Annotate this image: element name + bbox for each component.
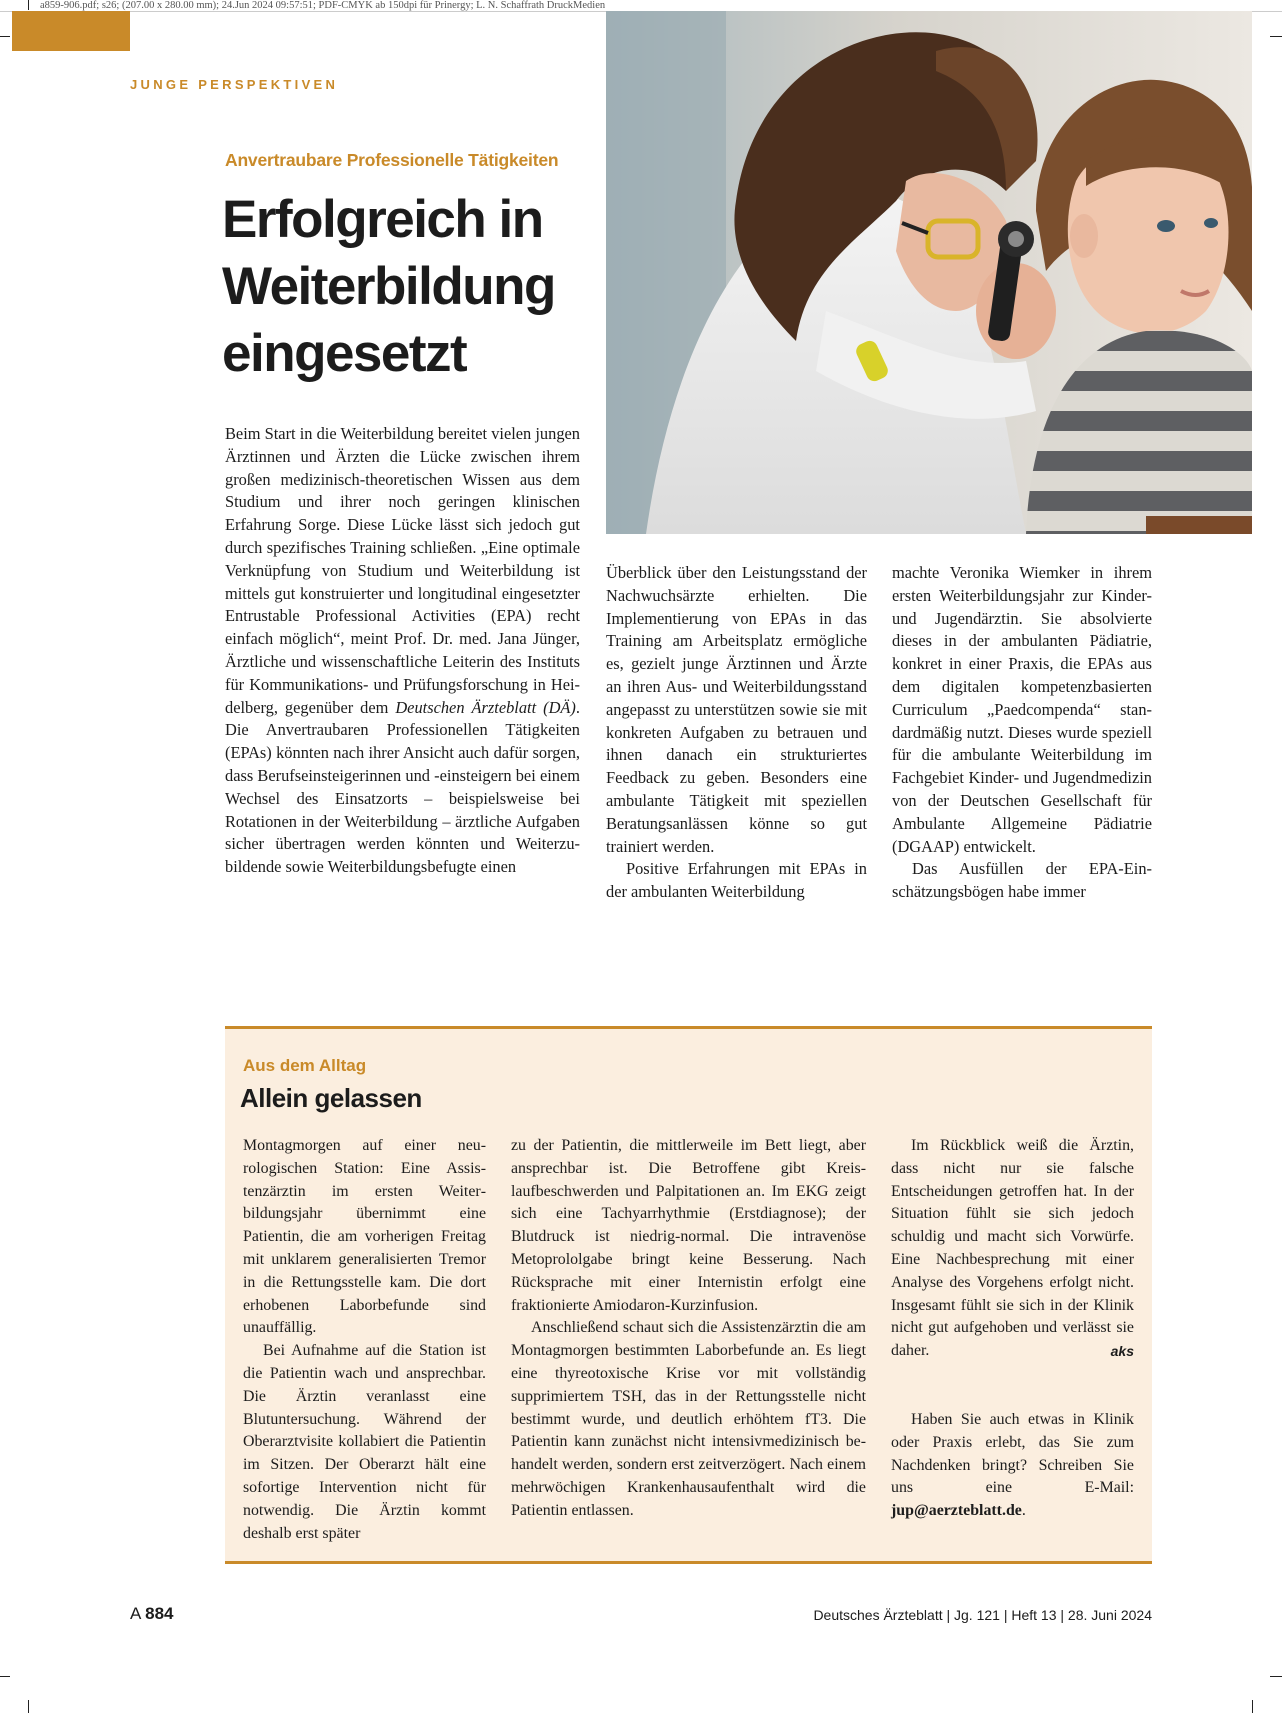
article-paragraph: Positive Erfahrungen mit EPAs in der ambulanten Weiterbildung bbox=[606, 859, 867, 902]
article-text: . Die Anvertraubaren Professionellen Tätigkeiten (EPAs) könnten nach ihrer Ansicht auch dafür sorgen, dass Berufseinsteigerinnen und -einsteigern bei einem Wechsel des Einsatzorts – beispielsweise bei Rotationen in der Weiterbildung – ärztliche Aufgaben sicher übertragen werden könnten und Weiterzubildende sowie Weiterbildungsbefugte einen bbox=[225, 697, 580, 877]
box-column-2 bbox=[511, 1135, 866, 1523]
box-paragraph: zu der Patientin, die mittlerweile im Bett liegt, aber ansprechbar ist. Die Betroffene gibt Kreislaufbeschwerden und Palpitationen an. Im EKG zeigt sich eine Tachyarrhythmie (Erstdiagnose); der Blutdruck ist niedrig-normal. Die intravenöse Metoprololgabe bringt keine Besserung. Nach Rücksprache mit einer Internistin erfolgt eine fraktionierte Amiodaron-Kurzinfusion. bbox=[511, 1137, 866, 1314]
crop-mark bbox=[0, 36, 10, 37]
box-paragraph: Montagmorgen auf einer neurologischen Station: Eine Assistenzärztin im ersten Weiterbildungsjahr übernimmt eine Patientin, die am vorherigen Freitag mit unklarem generalisierten Tremor in die Rettungsstelle kam. Die dort erhobenen Laborbefunde sind unauffällig. bbox=[243, 1137, 486, 1337]
section-label: JUNGE PERSPEKTIVEN bbox=[130, 77, 339, 92]
article-column-3 bbox=[892, 562, 1152, 904]
box-kicker: Aus dem Alltag bbox=[243, 1056, 367, 1075]
headline-line: Erfolgreich in bbox=[222, 190, 543, 249]
print-slug: a859-906.pdf; s26; (207.00 x 280.00 mm); 24.Jun 2024 09:57:51; PDF-CMYK ab 150dpi für Prinergy; L. N. Schaffrath DruckMedien bbox=[40, 0, 606, 11]
box-column-3 bbox=[891, 1135, 1134, 1523]
crop-mark bbox=[0, 1676, 10, 1677]
article-headline bbox=[222, 186, 602, 387]
journal-line: Deutsches Ärzteblatt | Jg. 121 | Heft 13 | 28. Juni 2024 bbox=[813, 1607, 1152, 1623]
box-paragraph bbox=[891, 1135, 1134, 1363]
article-column-2 bbox=[606, 562, 867, 904]
headline-line: eingesetzt bbox=[222, 324, 467, 383]
crop-mark bbox=[28, 1700, 29, 1713]
headline-line: Weiterbildung bbox=[222, 257, 555, 316]
call-to-action bbox=[891, 1409, 1134, 1523]
page-number: 884 bbox=[145, 1604, 174, 1623]
article-paragraph: Überblick über den Leistungsstand der Nachwuchsärzte erhielten. Die Implementierung von EPAs in das Training am Arbeitsplatz ermögliche es, gezielt junge Ärztinnen und Ärzte an ihren Aus- und Weiterbildungsstand angepasst zu unterstützen sowie sie mit konkreten Aufgaben zu betrauen und ihnen danach ein strukturiertes Feedback zu geben. Besonders eine ambulante Tätigkeit mit speziellen Beratungsanlässen könne so gut trainiert werden. bbox=[606, 563, 867, 856]
article-paragraph bbox=[225, 423, 580, 879]
email-link[interactable]: jup@aerzteblatt.de bbox=[891, 1502, 1022, 1520]
box-paragraph: Bei Aufnahme auf die Station ist die Patientin wach und ansprechbar. Die Ärztin veranlasst eine Blutuntersuchung. Während der Oberarztvisite kollabiert die Patientin im Sitzen. Der Oberarzt hält eine sofortige Intervention nicht für notwendig. Die Ärztin kommt deshalb erst später bbox=[243, 1342, 486, 1542]
section-color-bar bbox=[12, 11, 130, 51]
doctor-otoscope-child-photo bbox=[606, 11, 1252, 534]
crop-mark bbox=[1270, 36, 1282, 37]
crop-mark bbox=[1270, 1676, 1282, 1677]
box-text: Im Rückblick weiß die Ärztin, dass nicht nur sie falsche Entscheidungen getroffen hat. In der Situation fühlt sie sich jedoch schuldig und macht sich Vorwürfe. Eine Nachbesprechung mit einer Analyse des Vorgehens erfolgt nicht. Insgesamt fühlt sie sich in der Klinik nicht gut aufgehoben und verlässt sie daher. bbox=[891, 1137, 1134, 1360]
author-signature: aks bbox=[1110, 1343, 1134, 1360]
publication-name: Deutschen Ärzteblatt (DÄ) bbox=[395, 697, 576, 717]
cta-text: Haben Sie auch etwas in Klinik oder Praxis erlebt, das Sie zum Nachdenken bringt? Schreiben Sie uns eine E-Mail: bbox=[891, 1410, 1134, 1497]
cta-end: . bbox=[1021, 1502, 1026, 1520]
crop-mark bbox=[28, 0, 29, 10]
box-paragraph: Anschließend schaut sich die Assistenzärztin die am Montagmorgen bestimmten Laborbefunde an. Es liegt eine thyreotoxische Krise vor mit vollständig supprimiertem TSH, das in der Rettungsstelle nicht bestimmt wurde, und deutlich erhöhtem fT3. Die Patientin kann zunächst nicht intensivmedizinisch behandelt werden, sondern erst zeitverzögert. Nach einem mehrwöchigen Krankenhausaufenthalt wird die Patientin entlassen. bbox=[511, 1319, 866, 1519]
article-paragraph: machte Veronika Wiemker in ihrem ersten Weiterbildungsjahr zur Kinder- und Jugendärztin. Sie absolvierte dieses in der ambulanten Pädiatrie, konkret in einer Praxis, die EPAs aus dem digitalen kompetenzbasierten Curriculum „Paedcompenda“ standardmäßig nutzt. Dieses wurde speziell für die ambulante Weiterbildung im Fachgebiet Kinder- und Jugendmedizin von der Deutschen Gesellschaft für Ambulante Allgemeine Pädiatrie (DGAAP) entwickelt. bbox=[892, 563, 1152, 856]
article-topic: Anvertraubare Professionelle Tätigkeiten bbox=[225, 150, 559, 170]
crop-mark bbox=[1252, 1700, 1253, 1713]
box-title: Allein gelassen bbox=[240, 1083, 422, 1113]
article-paragraph: Das Ausfüllen der EPA-Einschätzungsbögen habe immer bbox=[892, 859, 1152, 902]
page-folio bbox=[130, 1604, 174, 1624]
article-column-1 bbox=[225, 423, 580, 879]
article-text: Beim Start in die Weiterbildung bereitet vielen jungen Ärztinnen und Ärzten die Lücke zwischen ihrem großen medizinisch-theoretischen Wissen aus dem Studium und ihrer noch geringen klinischen Erfahrung Sorge. Diese Lücke lässt sich jedoch gut durch spezifisches Training schließen. „Eine optimale Verknüpfung von Studium und Weiterbildung ist mittels gut konstruierter und longitudinal eingesetzter Entrustable Professional Activities (EPA) recht einfach möglich“, meint Prof. Dr. med. Jana Jünger, Ärztliche und wissenschaftliche Leiterin des Instituts für Kommunikations- und Prüfungsforschung in Heidelberg, gegenüber dem bbox=[225, 424, 580, 717]
page-prefix: A bbox=[130, 1604, 141, 1623]
box-column-1 bbox=[243, 1135, 486, 1545]
